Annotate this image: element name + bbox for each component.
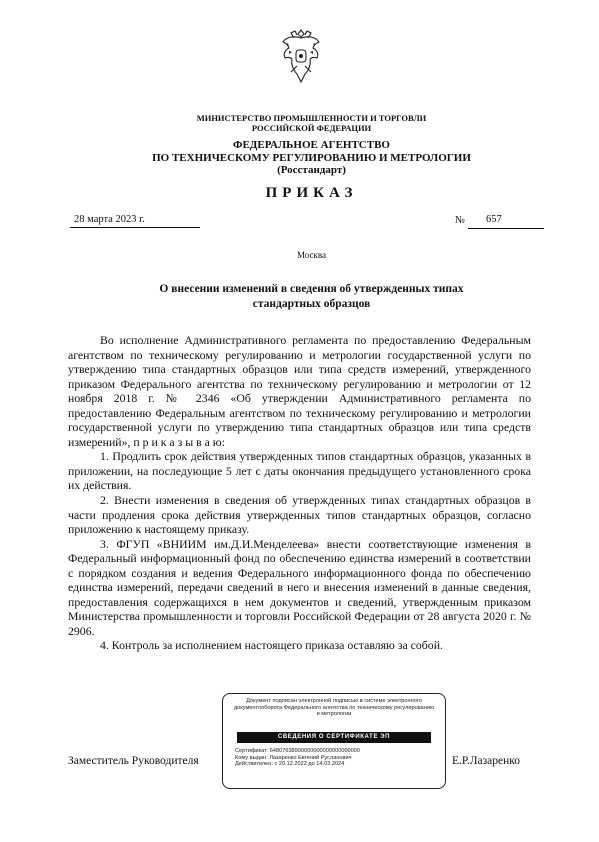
stamp-certificate-info [235,748,437,768]
city: Москва [297,250,326,260]
agency-name [0,139,599,177]
order-number: 657 [486,214,502,225]
order-heading-line-2: стандартных образцов [252,298,371,310]
order-heading-line-1: О внесении изменений в сведения об утвержденных типах [159,283,464,295]
paragraph-item-4: 4. Контроль за исполнением настоящего приказа оставляю за собой. [100,638,443,653]
ministry-name [0,113,599,133]
agency-line-3: (Росстандарт) [277,164,346,176]
number-underline [468,228,544,229]
coat-of-arms-emblem-icon [277,26,325,88]
number-sign: № [455,215,466,226]
stamp-cert-serial: Сертификат: 64807638900000000000000000000 [235,748,360,754]
stamp-certificate-bar: СВЕДЕНИЯ О СЕРТИФИКАТЕ ЭП [237,732,431,743]
paragraph-item-3: 3. ФГУП «ВНИИМ им.Д.И.Менделеева» внести соответствующие изменения в Федеральный информационный фонд по обеспечению единства измерений в соответствии с порядком создания и ведения Федерального информационного фонда по обеспечению единства измерений, передачи сведений в него и внесения изменений в данные сведения, предоставления содержащихся в нем документов и сведений, утвержденным приказом Министерства промышленности и торговли Российской Федерации от 28 августа 2020 г. № 2906. [68,536,531,638]
paragraph-item-1: 1. Продлить срок действия утвержденных типов стандартных образцов, указанных в приложении, на последующие 5 лет с даты окончания предыдущего установленного срока их действия. [68,449,531,493]
signer-title: Заместитель Руководителя [68,755,199,767]
paragraph-item-2: 2. Внести изменения в сведения об утвержденных типах стандартных образцов в части продления срока действия утвержденных типов стандартных образцов, согласно приложению к настоящему приказу. [68,493,531,537]
ministry-line-2: РОССИЙСКОЙ ФЕДЕРАЦИИ [251,123,372,133]
order-heading [0,282,599,312]
signer-name: Е.Р.Лазаренко [452,755,521,767]
stamp-caption: Документ подписан электронной подписью в системе электронного документооборота Федерального агентства по техническому регулированию и метрологии [233,698,435,718]
stamp-cert-validity: Действителен: с 20.12.2022 до 14.03.2024 [235,761,345,768]
ministry-line-1: МИНИСТЕРСТВО ПРОМЫШЛЕННОСТИ И ТОРГОВЛИ [196,113,427,123]
order-date: 28 марта 2023 г. [74,214,145,225]
electronic-signature-stamp [222,693,446,789]
order-body [68,333,531,653]
agency-line-1: ФЕДЕРАЛЬНОЕ АГЕНТСТВО [233,139,390,151]
paragraph-preamble: Во исполнение Административного регламента по предоставлению Федеральным агентством по техническому регулированию и метрологии государственной услуги по утверждению типа стандартных образцов или типа средств измерений, утвержденного приказом Федерального агентства по техническому регулированию и метрологии от 12 ноября 2018 г. № 2346 «Об утверждении Административного регламента по предоставлению Федеральным агентством по техническому регулированию и метрологии государственной услуги по утверждению типа стандартных образцов или типа средств измерений», п р и к а з ы в а ю: [68,333,531,449]
stamp-cert-owner: Кому выдан: Лазаренко Евгений Русланович [235,754,352,761]
agency-line-2: ПО ТЕХНИЧЕСКОМУ РЕГУЛИРОВАНИЮ И МЕТРОЛОГИИ [152,151,471,164]
date-underline [70,227,200,228]
document-type-title: ПРИКАЗ [265,185,358,201]
